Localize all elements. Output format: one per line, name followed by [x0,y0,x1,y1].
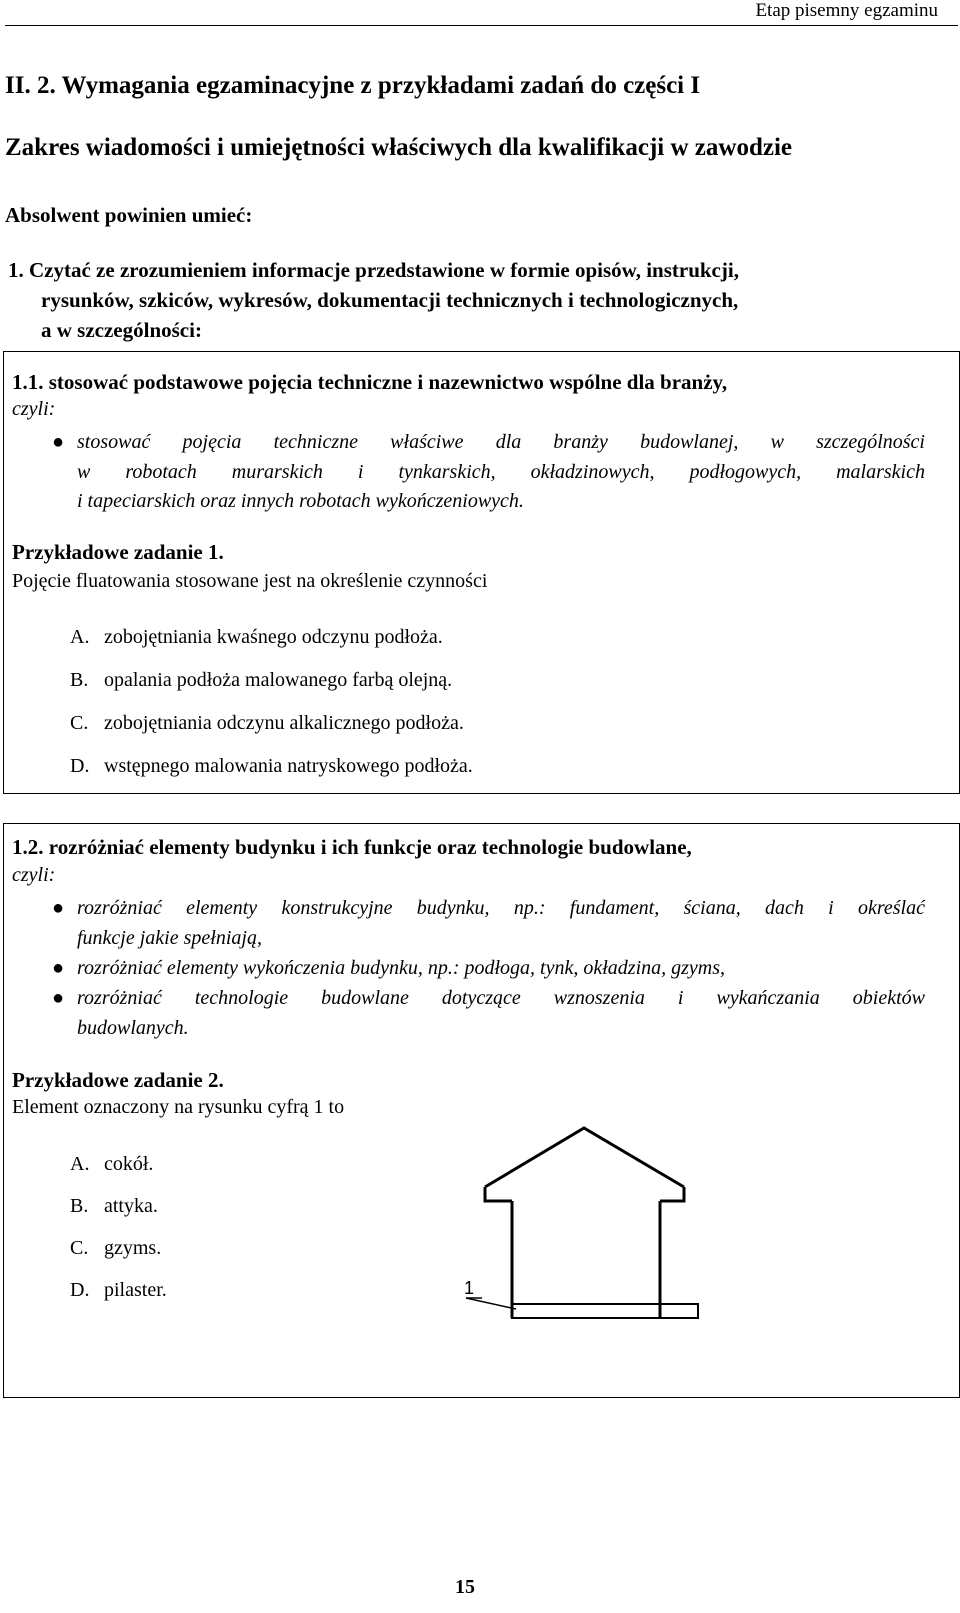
bullet-item [52,954,925,984]
header-rule [5,25,958,26]
option-text: attyka. [104,1195,158,1217]
option-text: wstępnego malowania natryskowego podłoża. [104,755,473,777]
roof-outline [485,1128,684,1187]
task-1-question: Pojęcie fluatowania stosowane jest na określenie czynności [12,570,488,592]
option-letter: B. [70,1195,89,1217]
req-1-1-heading: 1.1. stosować podstawowe pojęcia techniczne i nazewnictwo wspólne dla branży, [12,370,728,394]
czyli-label: czyli: [12,864,56,886]
running-header: Etap pisemny egzaminu [755,0,938,21]
answer-option-d[interactable] [70,755,473,778]
intro-line-3: a w szczególności: [41,318,202,342]
option-text: pilaster. [104,1279,167,1301]
task-2-question: Element oznaczony na rysunku cyfrą 1 to [12,1096,345,1118]
requirement-box-1 [3,351,960,794]
answer-option-b[interactable] [70,669,452,692]
requirement-box-2 [3,823,960,1398]
bullet-icon: ● [52,957,65,979]
bullet-line: rozróżniać technologie budowlane dotyczące wznoszenia i wykańczania obiektów [77,987,925,1009]
option-text: cokół. [104,1153,154,1175]
bullet-line: stosować pojęcia techniczne właściwe dla branży budowlanej, w szczególności [77,431,925,453]
czyli-label: czyli: [12,398,56,420]
page-number: 15 [455,1576,475,1598]
bullet-icon: ● [52,987,65,1009]
option-letter: C. [70,1237,89,1259]
answer-option-b[interactable] [70,1195,158,1218]
bullet-item [52,984,925,1043]
bullet-line: funkcje jakie spełniają, [77,926,262,949]
bullet-icon: ● [52,431,65,453]
option-letter: D. [70,1279,90,1301]
bullet-item [52,428,925,517]
task-2-title: Przykładowe zadanie 2. [12,1068,224,1092]
option-text: gzyms. [104,1237,162,1259]
bullet-line: rozróżniać elementy konstrukcyjne budynku, np.: fundament, ściana, dach i określać [77,897,925,919]
bullet-line: rozróżniać elementy wykończenia budynku, np.: podłoga, tynk, okładzina, gzyms, [77,957,726,979]
option-text: zobojętniania kwaśnego odczynu podłoża. [104,626,443,648]
task-1-title: Przykładowe zadanie 1. [12,540,224,564]
answer-option-d[interactable] [70,1279,167,1302]
option-text: opalania podłoża malowanego farbą olejną. [104,669,453,691]
bullet-item [52,894,925,953]
answer-option-c[interactable] [70,712,464,735]
building-drawing [454,1104,784,1319]
answer-option-c[interactable] [70,1237,161,1260]
option-letter: A. [70,1153,90,1175]
option-letter: B. [70,669,89,691]
roof-eaves-left [485,1187,512,1201]
intro-line-1: 1. Czytać ze zrozumieniem informacje przedstawione w formie opisów, instrukcji, [8,258,739,282]
label-number: 1 [464,1278,475,1298]
intro-line-2: rysunków, szkiców, wykresów, dokumentacji technicznych i technologicznych, [41,288,739,312]
option-letter: D. [70,755,90,777]
req-1-2-heading: 1.2. rozróżniać elementy budynku i ich funkcje oraz technologie budowlane, [12,835,692,859]
bullet-line: w robotach murarskich i tynkarskich, okładzinowych, podłogowych, malarskich [77,460,925,483]
graduate-label: Absolwent powinien umieć: [5,203,253,227]
option-text: zobojętniania odczynu alkalicznego podłoża. [104,712,464,734]
bullet-icon: ● [52,897,65,919]
leader-line [466,1298,516,1309]
answer-option-a[interactable] [70,626,443,649]
answer-option-a[interactable] [70,1153,153,1176]
option-letter: A. [70,626,90,648]
roof-eaves-right [660,1187,684,1201]
bullet-line: i tapeciarskich oraz innych robotach wykończeniowych. [77,490,524,512]
option-letter: C. [70,712,89,734]
plinth-outline [512,1304,698,1318]
bullet-line: budowlanych. [77,1016,189,1039]
section-title: II. 2. Wymagania egzaminacyjne z przykładami zadań do części I [5,72,701,99]
section-subtitle: Zakres wiadomości i umiejętności właściwych dla kwalifikacji w zawodzie [5,134,792,161]
